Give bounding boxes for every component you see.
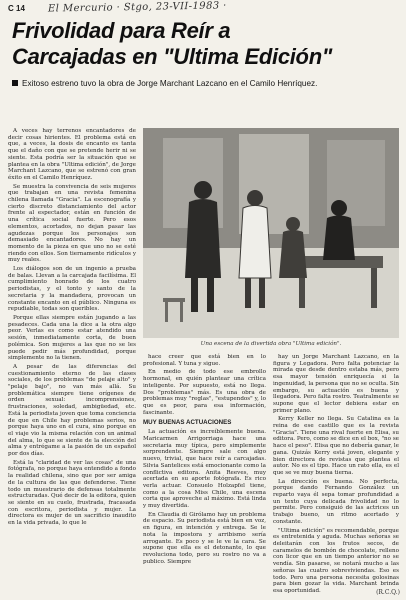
photo-caption: Una escena de la divertida obra "Ultima edición". <box>200 341 342 347</box>
scene-photo <box>143 128 399 338</box>
author-credit: (R.C.Q.) <box>376 589 400 596</box>
paragraph: Se muestra la convivencia de seis mujeres que trabajan en una revista femenina chilena llamada "Gracia". La escenografía y cierto discreto distanciamiento del actor frente al espectador, están en función de una crítica social fuerte. Pero esos elementos, acortados, no dejan pasar las agudezas porque los personajes son demasiado encantadores. No hay un momento de la pieza en que uno no se esté riendo con ellos. Son tiernamente ridículos y muy reales. <box>8 183 136 264</box>
paragraph: hace creer que está bien en lo profesional. Y tuna y sigue. <box>143 354 266 367</box>
subtitle-text: Exitoso estreno tuvo la obra de Jorge Marchant Lazcano en el Camilo Henríquez. <box>22 79 318 88</box>
paragraph: La dirección es buena. No perfecta, porque dando Fernando González un reparto vaya él sepa tomar profundidad a un texto cuya delicada frivolidad no lo permite. Pero consiguió de las actrices un trabajo bueno, un ritmo acertado y constante. <box>273 478 399 525</box>
stage-scene-image <box>143 128 399 338</box>
headline <box>12 18 396 70</box>
paragraph: hay un Jorge Marchant Lazcano, en la figura y Legadora. Pero falta potenciar la mirada que desde dentro estaba más, pero esa mayor tensión enriquecía si la ingenuidad, la persona que no se oculta. Sin embargo, su actuación es buena y llegadora. Pero falta rostro. Teatralmente se supone que el lector debiera estar en primer plano. <box>273 354 399 414</box>
section-title: MUY BUENAS ACTUACIONES <box>143 419 232 427</box>
handwritten-source-note: El Mercurio · Stgo, 23-VII-1983 · <box>47 0 227 15</box>
page-number: C 14 <box>8 4 25 13</box>
clipping-header <box>8 0 400 17</box>
paragraph: A veces hay terrenos encantadores de decir cosas hirientes. El problema está en que, a veces, la dosis de encanto es tanta que el daño con que se pretende herir ni se siente. Esta podría ser la situación que se plantea en la obra "Ultima edición", de Jorge Marchant Lazcano, que se estrenó con gran éxito en el Camilo Henríquez. <box>8 128 136 181</box>
paragraph: Porque ellas siempre están jugando a las pesadeces. Cada una la dice a la otra algo peor. Verlas es como estar atendido una sesión, inmediatamente corta, de buen polémica. Son mujeres a las que no se les puede pedir más profundidad, porque simplemente no la tienen. <box>8 314 136 362</box>
article-column-3 <box>273 354 399 596</box>
paragraph: Está la "claridad de ver las cosas" de una fotógrafa, no porque haya entendido a fondo la realidad chilena, sino que por ser amiga de la cultura de las que defenderse. Tiene todo un muestrario de defensas totalmente estructuradas. Qué decir de la editora, quien se siente en su cuelo, frustrada, fracasada con escritora, periodista y mujer. La directora es mujer de un sacrificio inaudito en la vida privada, lo que le <box>8 459 136 527</box>
square-bullet-icon <box>12 80 18 86</box>
article-column-1 <box>8 128 136 596</box>
paragraph: "Ultima edición" es recomendable, porque es entretenida y aguda. Muchas señoras se deleitarán con los frutos secos, de caramelos de bombón de chocolate, relleno con licor que en un tiempo anterior no se vendía. Sin pasarse, se notará mucho a las señoras las cuatro sobreviviendas. Eso es todo. Pero una persona necesita golosinas para bien gozar la vida. Marchant brinda esa oportunidad. <box>273 527 399 594</box>
paragraph: Los diálogos son de un ingenio a prueba de balas. Llevan a la carcajada facilísima. El cumplimiento honrado de los cuatro periodistas, y el tonto y santo de la secretaria y la mandadera, provocan un constante encanto en el público. Ninguna es repudiable, todas son queribles. <box>8 266 136 313</box>
paragraph: En medio de todo ese embrollo hormonal, en quién plantear una crítica inteligente. Por supuesto, está no llega. Dos "problemas" más. Es una obra de problemas muy "reglas", "estupendos" y, lo que es peor, para esa información, fascinante. <box>143 369 266 416</box>
paragraph: Kerry Keller no llega. Su Catalina es la reina de ese castillo que es la revista "Gracia". Tiene una rival fuerte en Elisa, su editora. Pero, como se dice en el box, "no se hace el peso". Elisa que no debería ganar, le gana. Quizás Kerry está joven, elegante y bien directora de revistas que plantea el autor. No es el tipo. Hace un rato ella, es el que se ve muy buena tierna. <box>273 416 399 476</box>
paragraph: A pesar de las diferencias del cuestionamiento eterno de las clases sociales, de los problemas "de pelaje alto" y "pelaje bajo", no van más allá. Su problemática siempre tiene orígenes de orden sexual: incomprensiones, frustraciones, soledad, ambigüedad, etc. Está la periodista joven que toma conciencia de que en Chile hay problemas serios, no porque haya uno en el cura, sino porque en el viaje vio la misma relación con un animal del alma, lo que se siente de la elección del alma y entrégame a la pasión de un español por dos días. <box>8 363 136 458</box>
article-column-2 <box>143 354 266 596</box>
headline-line-1: Frivolidad para Reír a <box>12 18 231 43</box>
headline-line-2: Carcajadas en "Ultima Edición" <box>12 44 332 69</box>
subtitle <box>12 78 400 89</box>
paragraph: La actuación es increíblemente buena. Maricarmen Arrigorriaga hace una secretaria muy típica, pero simplemente sorprendente. Siempre sale con algo nuevo, trivial, que hace reír a carcajadas. Silvia Santelices está emocionante como la conflictiva editora. Anita Reeves, muy acertada en su aporte fotógrafa. Es rico verla actuar. Consuelo Holzapfel tiene, como a la cosa Miss Chile, una escena corta que aproveche al máximo. Está linda y muy divertida. <box>143 429 266 510</box>
paragraph: En Claudia di Girólamo hay un problema de espacio. Su periodista está bien en voz, en figura, en intención y entrega. Se le nota la impostora y arribismo sería arrogante. Es poco y se le ve la cara. Se supone que ella es el detonante, lo que revoluciona todo, pero su rostro no va a publico. Siempre <box>143 511 266 565</box>
